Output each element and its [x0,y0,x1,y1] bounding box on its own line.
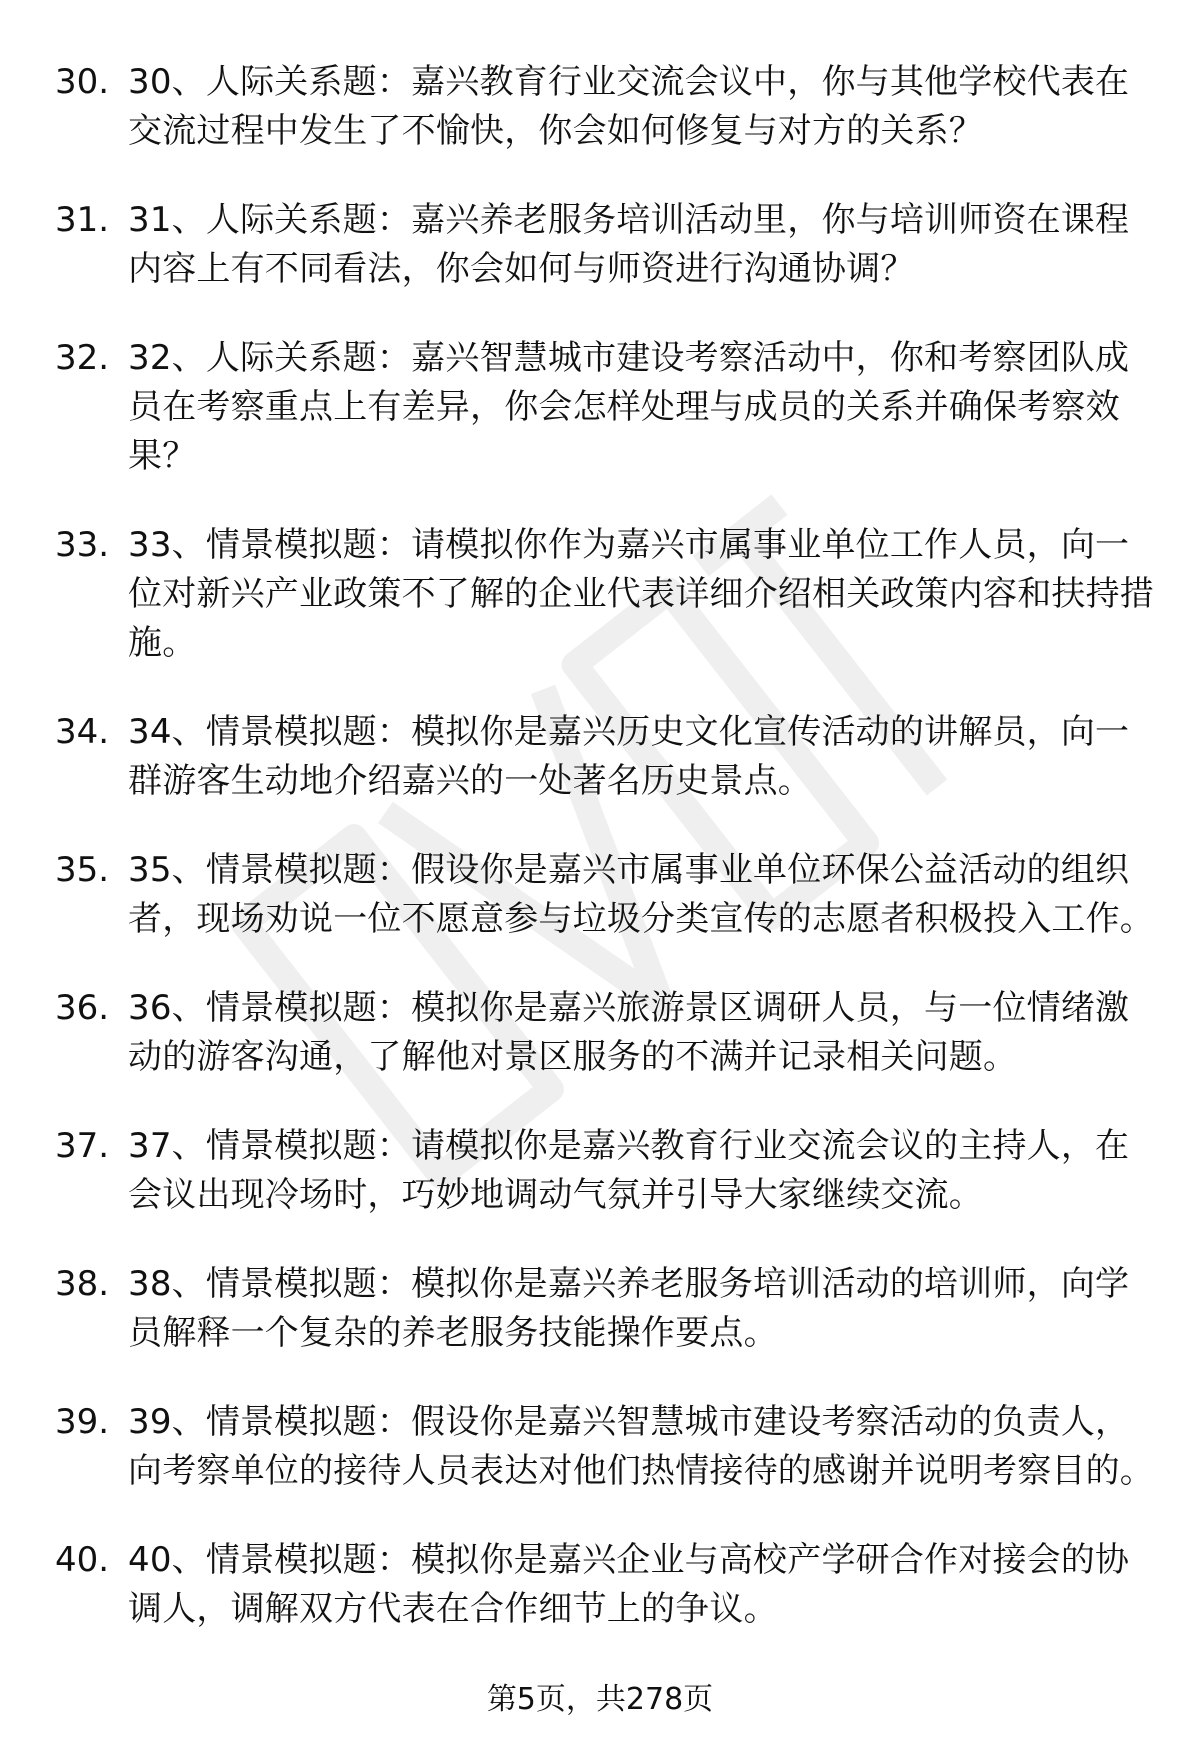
item-number: 40. [55,1540,110,1580]
item-number: 32. [55,338,110,378]
item-text: 30、人际关系题：嘉兴教育行业交流会议中，你与其他学校代表在交流过程中发生了不愉快，你会如何修复与对方的关系？ [128,62,1130,151]
item-text: 37、情景模拟题：请模拟你是嘉兴教育行业交流会议的主持人，在会议出现冷场时，巧妙地调动气氛并引导大家继续交流。 [128,1126,1130,1215]
item-number: 35. [55,850,110,890]
page-footer: 第5页，共278页 [486,1682,714,1717]
item-number: 36. [55,988,110,1028]
list-item [55,334,1155,481]
list-item [55,984,1155,1082]
item-text: 33、情景模拟题：请模拟你作为嘉兴市属事业单位工作人员，向一位对新兴产业政策不了解的企业代表详细介绍相关政策内容和扶持措施。 [128,525,1154,663]
item-number: 30. [55,62,110,102]
item-number: 38. [55,1264,110,1304]
list-item [55,196,1155,294]
list-item [55,521,1155,668]
list-item [55,1398,1155,1496]
item-text: 31、人际关系题：嘉兴养老服务培训活动里，你与培训师资在课程内容上有不同看法，你会如何与师资进行沟通协调？ [128,200,1130,289]
item-number: 37. [55,1126,110,1166]
item-text: 40、情景模拟题：模拟你是嘉兴企业与高校产学研合作对接会的协调人，调解双方代表在合作细节上的争议。 [128,1540,1130,1629]
item-text: 38、情景模拟题：模拟你是嘉兴养老服务培训活动的培训师，向学员解释一个复杂的养老服务技能操作要点。 [128,1264,1130,1353]
list-item [55,1260,1155,1358]
item-text: 34、情景模拟题：模拟你是嘉兴历史文化宣传活动的讲解员，向一群游客生动地介绍嘉兴的一处著名历史景点。 [128,712,1130,801]
list-item [55,708,1155,806]
item-text: 39、情景模拟题：假设你是嘉兴智慧城市建设考察活动的负责人，向考察单位的接待人员表达对他们热情接待的感谢并说明考察目的。 [128,1402,1154,1491]
item-number: 33. [55,525,110,565]
list-item [55,846,1155,944]
list-item [55,58,1155,156]
item-number: 31. [55,200,110,240]
item-text: 36、情景模拟题：模拟你是嘉兴旅游景区调研人员，与一位情绪激动的游客沟通，了解他对景区服务的不满并记录相关问题。 [128,988,1130,1077]
list-item [55,1536,1155,1634]
list-item [55,1122,1155,1220]
item-text: 32、人际关系题：嘉兴智慧城市建设考察活动中，你和考察团队成员在考察重点上有差异，你会怎样处理与成员的关系并确保考察效果？ [128,338,1130,476]
item-number: 39. [55,1402,110,1442]
item-text: 35、情景模拟题：假设你是嘉兴市属事业单位环保公益活动的组织者，现场劝说一位不愿意参与垃圾分类宣传的志愿者积极投入工作。 [128,850,1154,939]
question-list [55,58,1155,1674]
item-number: 34. [55,712,110,752]
